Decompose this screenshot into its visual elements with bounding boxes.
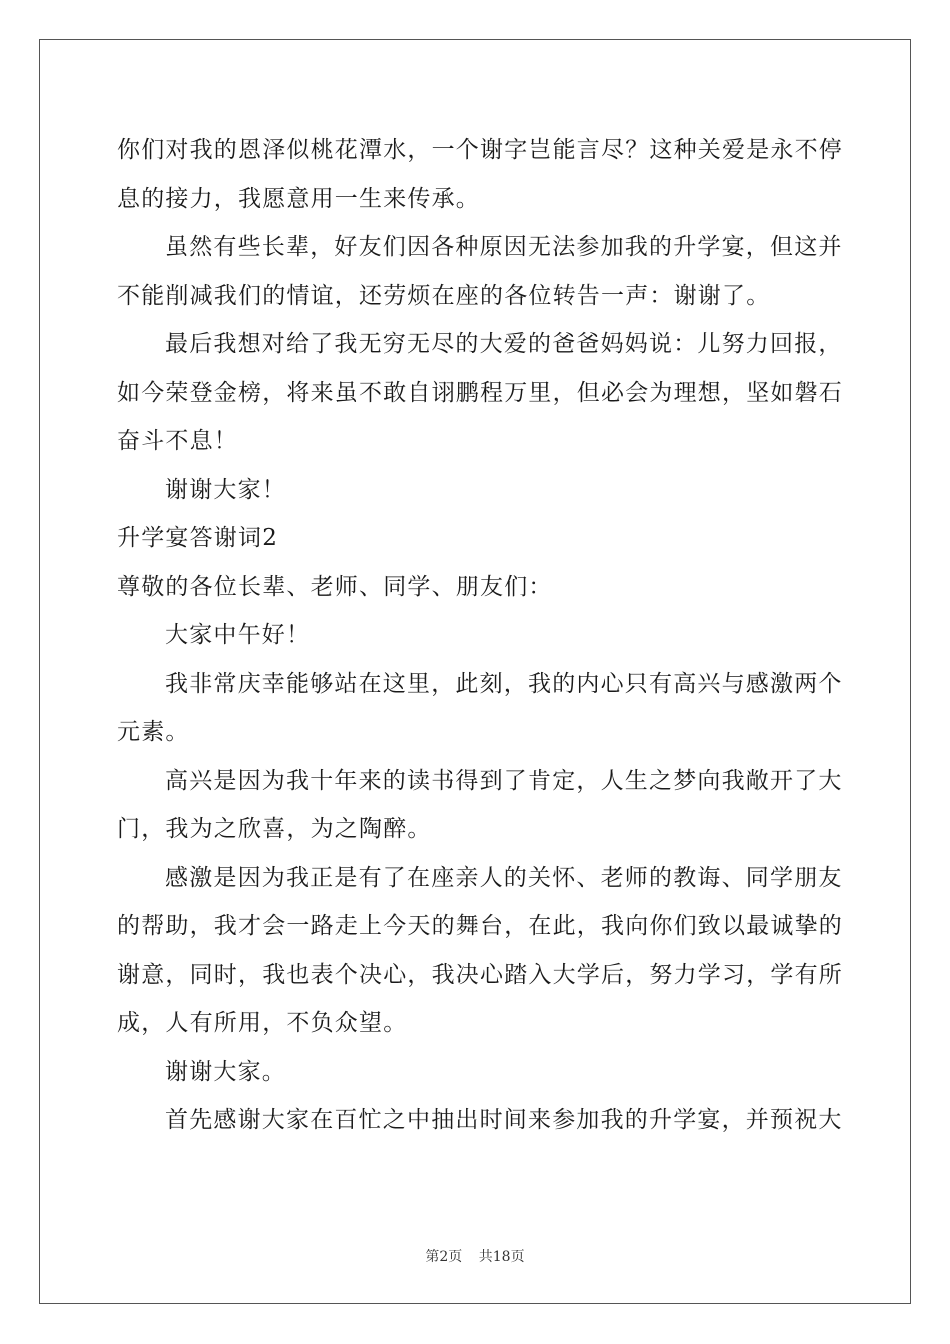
text-line: 你们对我的恩泽似桃花潭水，一个谢字岂能言尽？这种关爱是永不停	[117, 137, 843, 163]
text-line: 谢意，同时，我也表个决心，我决心踏入大学后，努力学习，学有所	[117, 961, 843, 988]
text-line: 如今荣登金榜，将来虽不敢自诩鹏程万里，但必会为理想，坚如磐石	[117, 379, 843, 406]
text-line: 升学宴答谢词2	[117, 525, 279, 551]
text-line: 我非常庆幸能够站在这里，此刻，我的内心只有高兴与感激两个	[165, 670, 843, 697]
text-line: 息的接力，我愿意用一生来传承。	[117, 185, 480, 212]
text-line: 虽然有些长辈，好友们因各种原因无法参加我的升学宴，但这并	[165, 234, 843, 260]
text-line: 大家中午好！	[165, 622, 311, 648]
page-total: 共18页	[478, 1249, 525, 1265]
text-line: 奋斗不息！	[117, 428, 238, 454]
text-line: 谢谢大家。	[165, 1058, 286, 1085]
text-line: 元素。	[117, 719, 190, 745]
page-footer	[0, 1246, 950, 1266]
document-body	[117, 126, 843, 1145]
text-line: 尊敬的各位长辈、老师、同学、朋友们：	[117, 573, 553, 600]
text-line: 高兴是因为我十年来的读书得到了肯定，人生之梦向我敞开了大	[165, 767, 843, 794]
text-line: 的帮助，我才会一路走上今天的舞台，在此，我向你们致以最诚挚的	[117, 913, 843, 939]
text-line: 最后我想对给了我无穷无尽的大爱的爸爸妈妈说：儿努力回报，	[165, 331, 843, 357]
text-line: 不能削减我们的情谊，还劳烦在座的各位转告一声：谢谢了。	[117, 282, 771, 309]
text-line: 门，我为之欣喜，为之陶醉。	[117, 816, 432, 842]
text-line: 谢谢大家！	[165, 476, 286, 503]
page-number: 第2页	[425, 1249, 463, 1265]
text-line: 感激是因为我正是有了在座亲人的关怀、老师的教诲、同学朋友	[165, 864, 843, 891]
text-line: 首先感谢大家在百忙之中抽出时间来参加我的升学宴，并预祝大	[165, 1107, 843, 1133]
text-line: 成，人有所用，不负众望。	[117, 1010, 408, 1036]
